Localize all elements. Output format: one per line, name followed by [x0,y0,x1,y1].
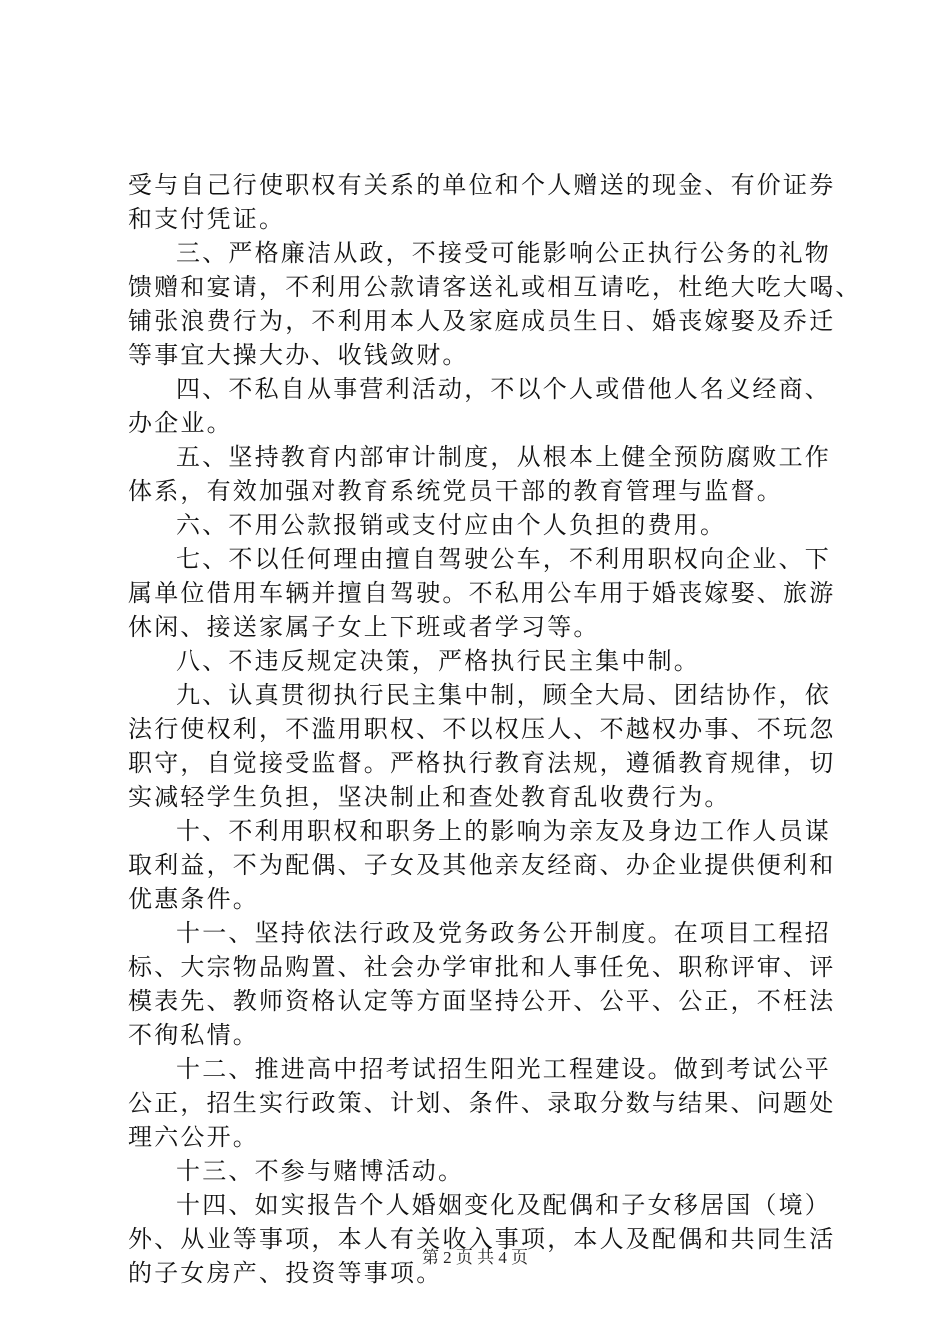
text-line: 馈赠和宴请，不利用公款请客送礼或相互请吃，杜绝大吃大喝、 [128,273,862,301]
text-line: 不徇私情。 [128,1021,259,1049]
paragraph-start-line: 六、不用公款报销或支付应由个人负担的费用。 [176,511,727,539]
text-line: 办企业。 [128,409,233,437]
text-line: 等事宜大操大办、收钱敛财。 [128,341,469,369]
text-line: 铺张浪费行为，不利用本人及家庭成员生日、婚丧嫁娶及乔迁 [128,307,836,335]
text-line: 法行使权利，不滥用职权、不以权压人、不越权办事、不玩忽 [128,715,836,743]
text-line: 理六公开。 [128,1123,259,1151]
text-line: 公正，招生实行政策、计划、条件、录取分数与结果、问题处 [128,1089,836,1117]
text-line: 模表先、教师资格认定等方面坚持公开、公平、公正，不枉法 [128,987,836,1015]
paragraph-start-line: 十三、不参与赌博活动。 [176,1157,465,1185]
page-number-footer: 第 2 页 共 4 页 [421,1248,529,1267]
paragraph-start-line: 十一、坚持依法行政及党务政务公开制度。在项目工程招 [176,919,831,947]
paragraph-start-line: 十二、推进高中招考试招生阳光工程建设。做到考试公平 [176,1055,831,1083]
text-line: 取利益，不为配偶、子女及其他亲友经商、办企业提供便利和 [128,851,836,879]
text-line: 优惠条件。 [128,885,259,913]
text-line: 标、大宗物品购置、社会办学审批和人事任免、职称评审、评 [128,953,836,981]
text-line: 休闲、接送家属子女上下班或者学习等。 [128,613,600,641]
text-line: 外、从业等事项，本人有关收入事项，本人及配偶和共同生活 [128,1225,836,1253]
text-line: 属单位借用车辆并擅自驾驶。不私用公车用于婚丧嫁娶、旅游 [128,579,836,607]
text-line: 体系，有效加强对教育系统党员干部的教育管理与监督。 [128,477,783,505]
text-line: 实减轻学生负担，坚决制止和查处教育乱收费行为。 [128,783,731,811]
paragraph-start-line: 十、不利用职权和职务上的影响为亲友及身边工作人员谋 [176,817,831,845]
paragraph-start-line: 九、认真贯彻执行民主集中制，顾全大局、团结协作，依 [176,681,831,709]
paragraph-start-line: 七、不以任何理由擅自驾驶公车，不利用职权向企业、下 [176,545,831,573]
text-line: 和支付凭证。 [128,205,286,233]
text-line: 的子女房产、投资等事项。 [128,1259,443,1287]
paragraph-start-line: 十四、如实报告个人婚姻变化及配偶和子女移居国（境） [176,1191,831,1219]
paragraph-start-line: 五、坚持教育内部审计制度，从根本上健全预防腐败工作 [176,443,831,471]
paragraph-start-line: 三、严格廉洁从政，不接受可能影响公正执行公务的礼物 [176,239,831,267]
text-line: 受与自己行使职权有关系的单位和个人赠送的现金、有价证券 [128,171,836,199]
paragraph-start-line: 八、不违反规定决策，严格执行民主集中制。 [176,647,700,675]
paragraph-start-line: 四、不私自从事营利活动，不以个人或借他人名义经商、 [176,375,831,403]
text-line: 职守，自觉接受监督。严格执行教育法规，遵循教育规律，切 [128,749,836,777]
